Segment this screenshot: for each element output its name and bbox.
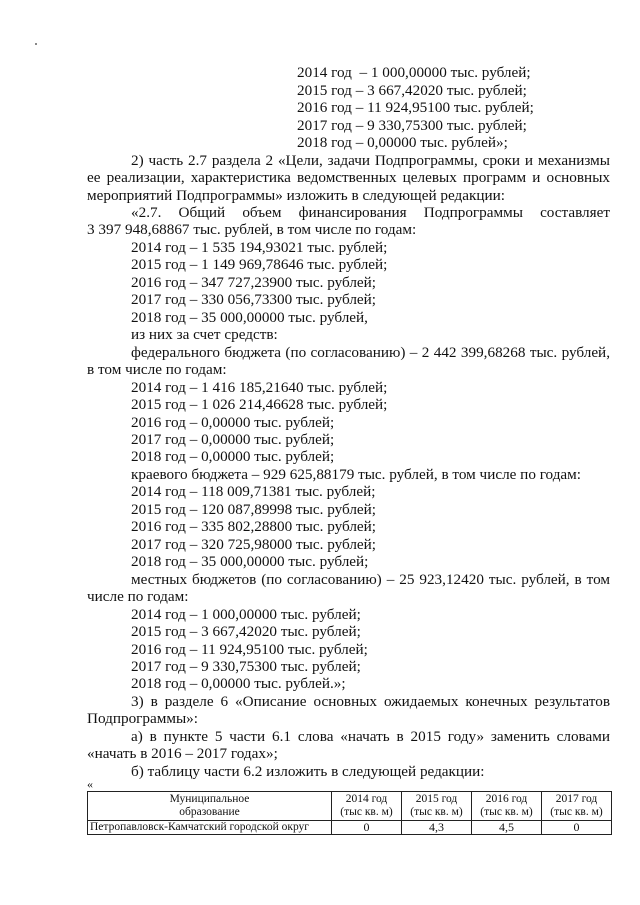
text-line: 2016 год – 11 924,95100 тыс. рублей; [297,99,534,116]
text-line: «2.7. Общий объем финансирования Подпрограммы составляет [131,204,610,221]
table-cell: Петропавловск-Камчатский городской округ [88,821,332,835]
text-line: краевого бюджета – 929 625,88179 тыс. рублей, в том числе по годам: [131,466,582,483]
table-cell: 0 [542,821,612,835]
text-line: 2018 год – 35 000,00000 тыс. рублей; [131,553,369,570]
text-line: « [87,777,93,791]
text-line: местных бюджетов (по согласованию) – 25 923,12420 тыс. рублей, в том [131,571,610,588]
text-line: 2014 год – 1 416 185,21640 тыс. рублей; [131,379,388,396]
text-line: в том числе по годам: [87,361,227,378]
table-header-cell [472,792,542,821]
table-header-cell [332,792,402,821]
text-line: 2016 год – 0,00000 тыс. рублей; [131,414,335,431]
header-line: (тыс кв. м) [340,806,393,818]
text-line: 2015 год – 1 149 969,78646 тыс. рублей; [131,256,388,273]
text-line: из них за счет средств: [131,326,278,343]
text-line: 2015 год – 120 087,89998 тыс. рублей; [131,501,376,518]
text-line: 2017 год – 330 056,73300 тыс. рублей; [131,291,376,308]
table-header-cell [88,792,332,821]
header-line: (тыс кв. м) [410,806,463,818]
text-line: 2018 год – 0,00000 тыс. рублей»; [297,134,508,151]
text-line: 2015 год – 3 667,42020 тыс. рублей; [131,623,361,640]
header-line: 2015 год [415,793,458,805]
table-header-cell [542,792,612,821]
table-cell: 0 [332,821,402,835]
text-line: 2015 год – 1 026 214,46628 тыс. рублей; [131,396,388,413]
text-line: 2014 год – 1 000,00000 тыс. рублей; [131,606,361,623]
text-line: мероприятий Подпрограммы» изложить в следующей редакции: [87,187,505,204]
table-cell: 4,3 [402,821,472,835]
text-line: «начать в 2016 – 2017 годах»; [87,745,278,762]
scan-speck [35,43,37,45]
text-line: 2014 год – 118 009,71381 тыс. рублей; [131,483,376,500]
header-line: Муниципальное [169,793,250,805]
text-line: 2014 год – 1 000,00000 тыс. рублей; [297,64,531,81]
text-line: ее реализации, характеристика ведомственных целевых программ и основных [87,169,610,186]
header-line: 2016 год [485,793,528,805]
header-line: (тыс кв. м) [550,806,603,818]
text-line: 2017 год – 320 725,98000 тыс. рублей; [131,536,376,553]
text-line: 2017 год – 0,00000 тыс. рублей; [131,431,335,448]
table-cell: 4,5 [472,821,542,835]
table-header-cell [402,792,472,821]
text-line: 3) в разделе 6 «Описание основных ожидаемых конечных результатов [131,693,610,710]
text-line: 2018 год – 0,00000 тыс. рублей; [131,448,335,465]
header-line: 2017 год [555,793,598,805]
text-line: 2016 год – 11 924,95100 тыс. рублей; [131,641,368,658]
text-line: 2017 год – 9 330,75300 тыс. рублей; [131,658,361,675]
table-row [88,821,612,835]
results-table [87,791,612,835]
text-line: 2015 год – 3 667,42020 тыс. рублей; [297,82,527,99]
text-line: 2016 год – 347 727,23900 тыс. рублей; [131,274,376,291]
text-line: числе по годам: [87,588,189,605]
text-line: а) в пункте 5 части 6.1 слова «начать в 2015 году» заменить словами [131,728,610,745]
text-line: 2016 год – 335 802,28800 тыс. рублей; [131,518,376,535]
table-header-row [88,792,612,821]
header-line: (тыс кв. м) [480,806,533,818]
text-line: 2014 год – 1 535 194,93021 тыс. рублей; [131,239,388,256]
text-line: 2017 год – 9 330,75300 тыс. рублей; [297,117,527,134]
text-line: федерального бюджета (по согласованию) – 2 442 399,68268 тыс. рублей, [131,344,610,361]
text-line: 2) часть 2.7 раздела 2 «Цели, задачи Подпрограммы, сроки и механизмы [131,152,610,169]
text-line: 2018 год – 35 000,00000 тыс. рублей, [131,309,368,326]
header-line: 2014 год [345,793,388,805]
text-line: 2018 год – 0,00000 тыс. рублей.»; [131,675,346,692]
text-line: б) таблицу части 6.2 изложить в следующей редакции: [131,763,485,780]
text-line: 3 397 948,68867 тыс. рублей, в том числе по годам: [87,221,417,238]
text-line: Подпрограммы»: [87,710,198,727]
header-line: образование [179,806,240,818]
